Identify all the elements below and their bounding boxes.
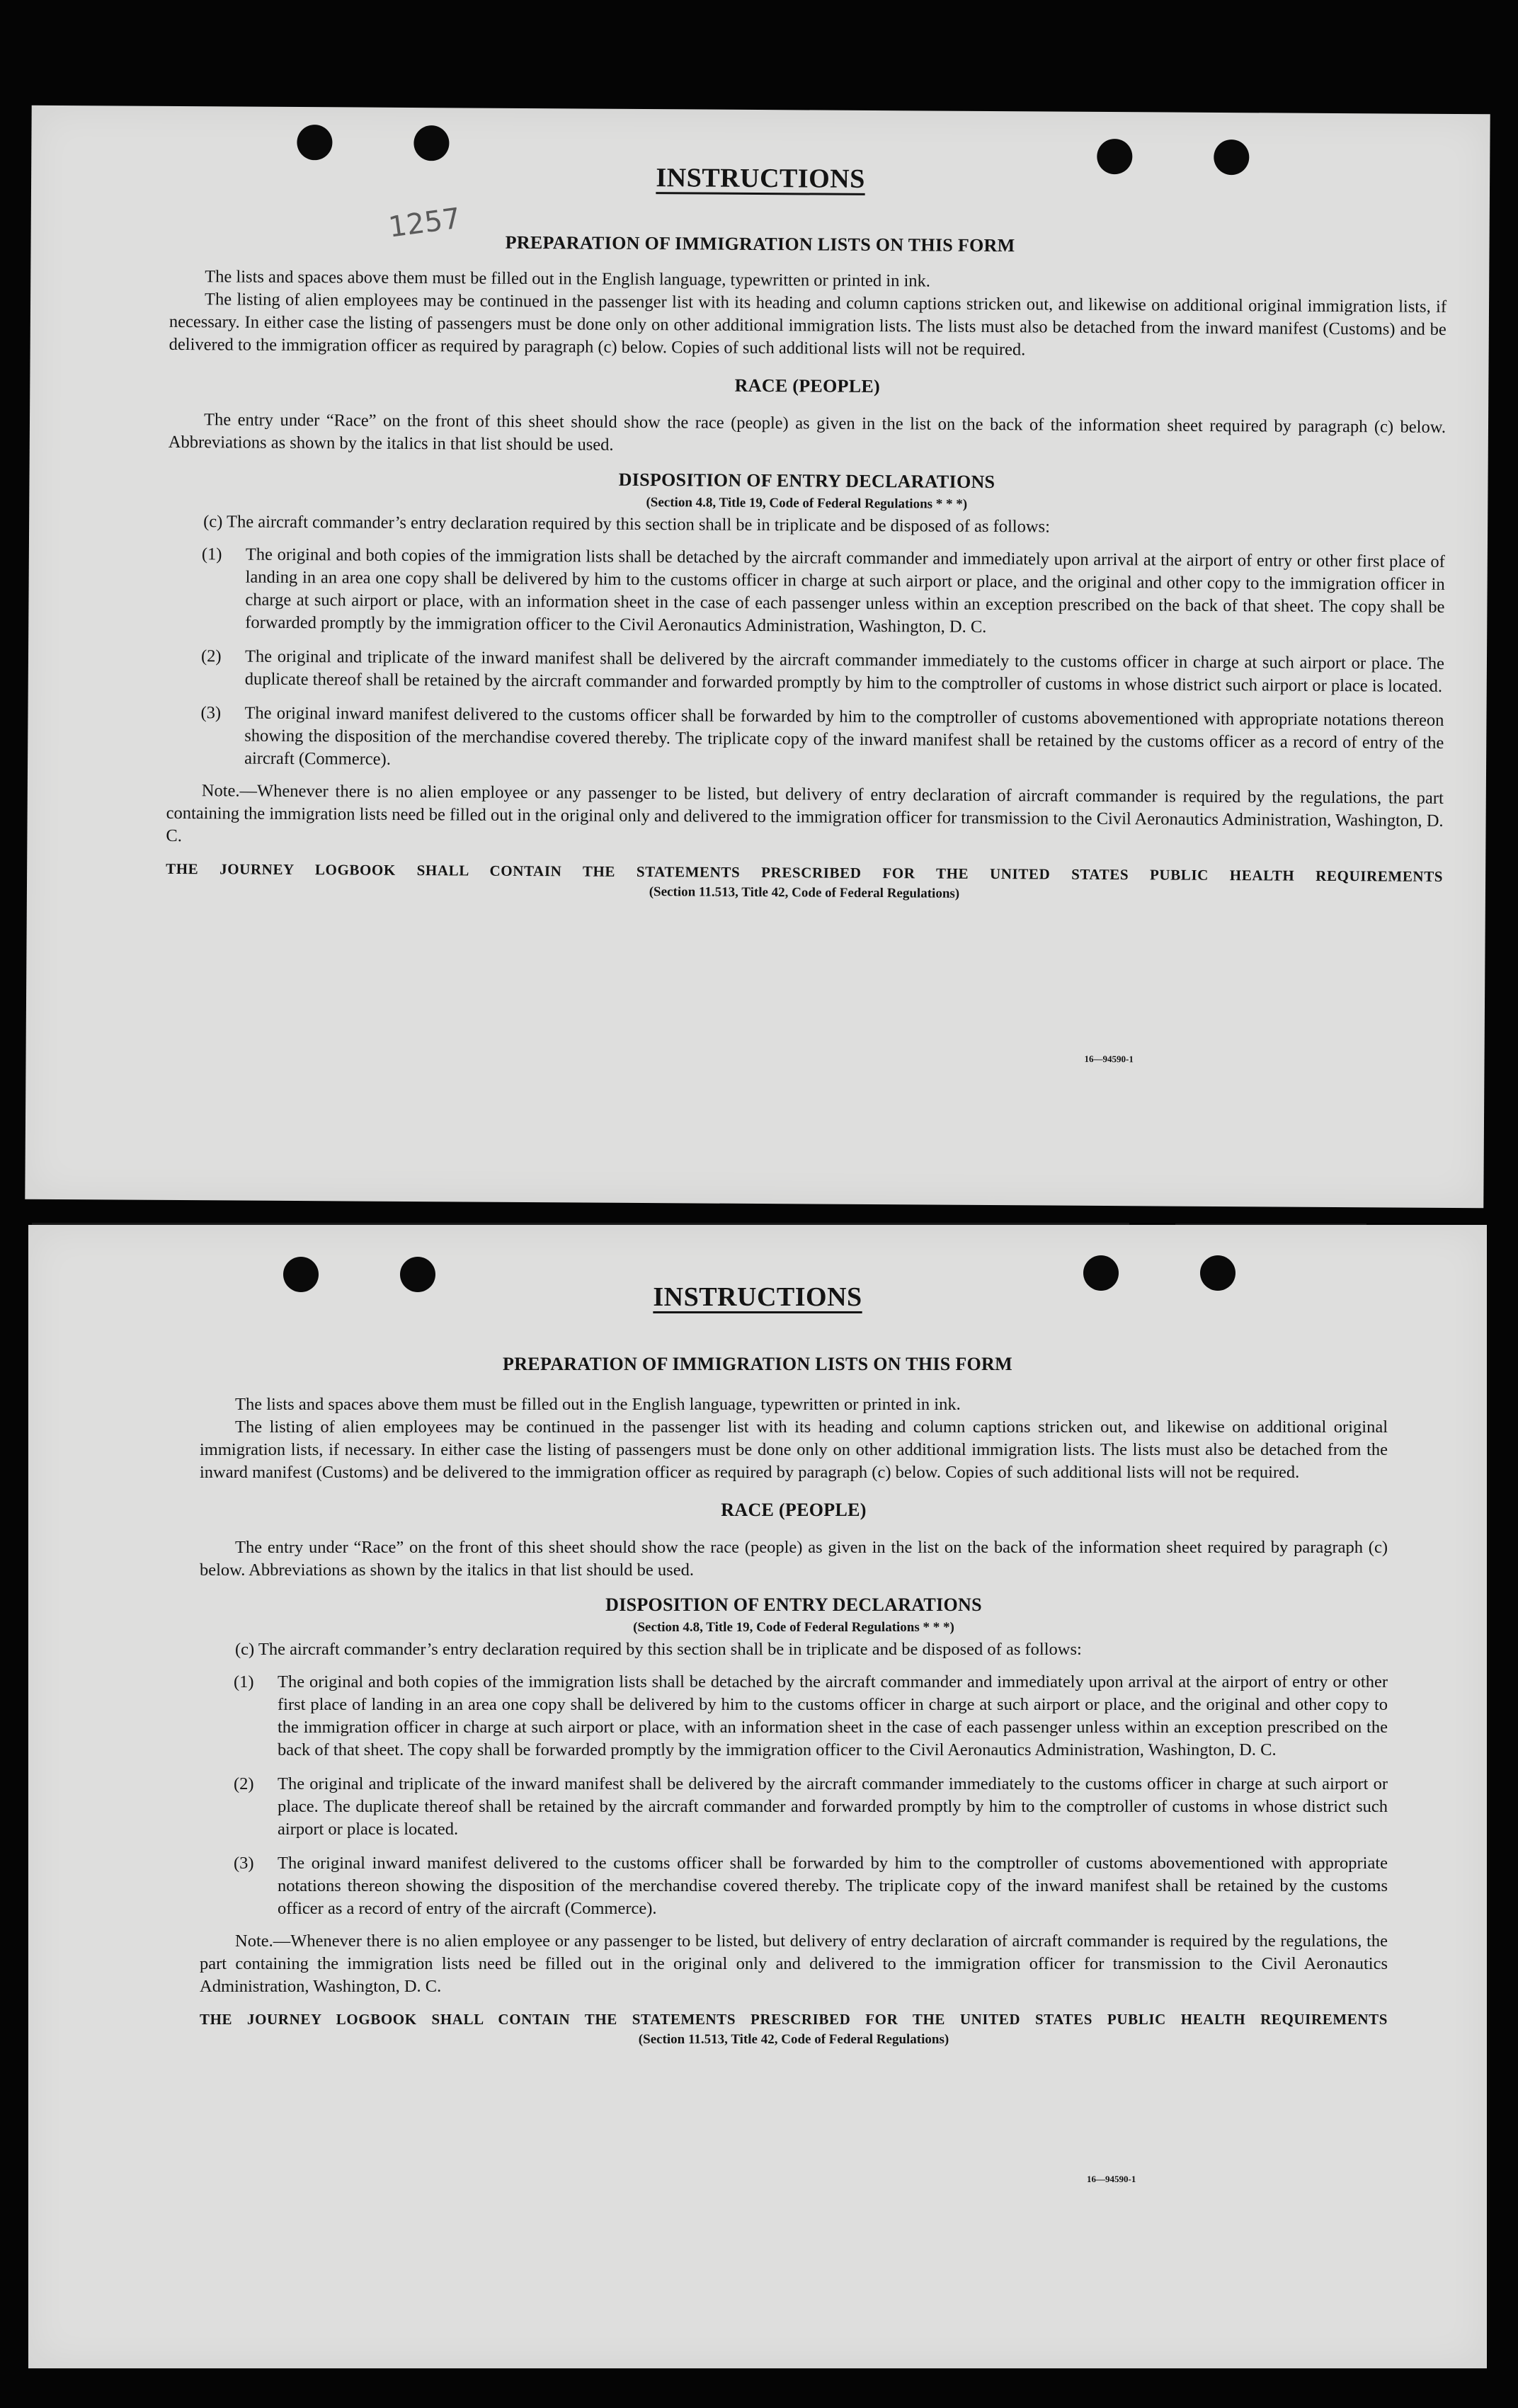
item-number: (1) [234,1672,254,1691]
form-number: 16—94590-1 [1087,2174,1136,2184]
page-title: INSTRUCTIONS [653,1282,862,1312]
note-paragraph: Note.—Whenever there is no alien employee or any passenger to be listed, but delivery of entry declaration of aircraft commander is required by the regulations, the part containing the immigration lists need be filled out in the original only and delivered to the immigration officer for transmission to the Civil Aeronautics Administration, Washington, D. C. [200,1931,1388,1996]
item-number: (2) [200,646,222,666]
section-heading-race: RACE (PEOPLE) [734,375,881,397]
logbook-requirement: THE JOURNEY LOGBOOK SHALL CONTAIN THE STATEMENTS PRESCRIBED FOR THE UNITED STATES PUBLIC HEALTH REQUIREMENTS [166,860,1444,885]
note-paragraph: Note.—Whenever there is no alien employee or any passenger to be listed, but delivery of entry declaration of aircraft commander is required by the regulations, the part containing the immigration lists need be filled out in the original only and delivered to the immigration officer for transmission to the Civil Aeronautics Administration, Washington, D. C. [166,781,1444,846]
item-text: The original and both copies of the immigration lists shall be detached by the aircraft commander and immediately upon arrival at the airport of entry or other first place of landing in an area one copy shall be delivered by him to the customs officer in charge at such airport or place, and the original and other copy to the immigration officer in charge at such airport or place, with an information sheet in the case of each passenger unless within an exception prescribed on the back of that sheet. The copy shall be forwarded promptly by the immigration officer to the Civil Aeronautics Administration, Washington, D. C. [278,1672,1388,1759]
punch-hole [413,125,449,161]
item-number: (3) [200,703,222,723]
section-heading-disposition: DISPOSITION OF ENTRY DECLARATIONS [605,1594,982,1615]
instruction-sheet-bottom [28,1225,1487,2368]
item-number: (1) [201,544,222,564]
item-number: (2) [234,1774,254,1793]
section-heading-disposition: DISPOSITION OF ENTRY DECLARATIONS [618,469,995,493]
paragraph-race: The entry under “Race” on the front of this sheet should show the race (people) as given in the list on the back of the information sheet required by paragraph (c) below. Abbreviations as shown by the italics in that list should be used. [200,1538,1388,1580]
instruction-sheet-top [25,105,1490,1209]
item-text: The original inward manifest delivered to the customs officer shall be forwarded by him to the comptroller of customs abovementioned with appropriate notations thereon showing the disposition of the merchandise covered thereby. The triplicate copy of the inward manifest shall be retained by the customs officer as a record of entry of the aircraft (Commerce). [278,1854,1388,1918]
section-heading-preparation: PREPARATION OF IMMIGRATION LISTS ON THIS FORM [505,232,1015,256]
section-heading-race: RACE (PEOPLE) [721,1500,867,1520]
list-item [166,702,1444,777]
logbook-citation: (Section 11.513, Title 42, Code of Federal Regulations) [649,884,960,901]
regulation-citation: (Section 4.8, Title 19, Code of Federal Regulations * * *) [633,1620,954,1635]
list-item [200,1671,1388,1762]
regulation-citation: (Section 4.8, Title 19, Code of Federal Regulations * * *) [646,495,968,512]
paragraph-race: The entry under “Race” on the front of this sheet should show the race (people) as given in the list on the back of the information sheet required by paragraph (c) below. Abbreviations as shown by the italics in that list should be used. [168,410,1446,455]
paragraph-c: (c) The aircraft commander’s entry declaration required by this section shall be in triplicate and be disposed of as follows: [235,1640,1082,1659]
paragraph-alien-employees: The listing of alien employees may be continued in the passenger list with its heading and column captions stricken out, and likewise on additional original immigration lists, if necessary. In either case the listing of passengers must be done only on other additional immigration lists. The lists must also be detached from the inward manifest (Customs) and be delivered to the immigration officer as required by paragraph (c) below. Copies of such additional lists will not be required. [169,290,1447,360]
handwritten-note: 1257 [387,202,463,244]
logbook-citation: (Section 11.513, Title 42, Code of Federal Regulations) [638,2032,949,2047]
item-text: The original inward manifest delivered to the customs officer shall be forwarded by him to the comptroller of customs abovementioned with appropriate notations thereon showing the disposition of the merchandise covered thereby. The triplicate copy of the inward manifest shall be retained by the customs officer as a record of entry of the aircraft (Commerce). [244,703,1444,769]
section-heading-preparation: PREPARATION OF IMMIGRATION LISTS ON THIS FORM [503,1354,1012,1374]
logbook-requirement: THE JOURNEY LOGBOOK SHALL CONTAIN THE STATEMENTS PRESCRIBED FOR THE UNITED STATES PUBLIC HEALTH REQUIREMENTS [200,2011,1388,2028]
list-item [200,1773,1388,1841]
item-text: The original and both copies of the immigration lists shall be detached by the aircraft commander and immediately upon arrival at the airport of entry or other first place of landing in an area one copy shall be delivered by him to the customs officer in charge at such airport or place, and the original and other copy to the immigration officer in charge at such airport or place, with an information sheet in the case of each passenger unless within an exception prescribed on the back of that sheet. The copy shall be forwarded promptly by the immigration officer to the Civil Aeronautics Administration, Washington, D. C. [245,544,1445,637]
page-title: INSTRUCTIONS [656,163,865,194]
list-item [167,543,1445,641]
punch-hole [297,125,332,160]
paragraph-c: (c) The aircraft commander’s entry declaration required by this section shall be in triplicate and be disposed of as follows: [203,512,1051,537]
item-text: The original and triplicate of the inward manifest shall be delivered by the aircraft commander immediately to the customs officer in charge at such airport or place. The duplicate thereof shall be retained by the aircraft commander and forwarded promptly by him to the comptroller of customs in whose district such airport or place is located. [244,646,1445,696]
paragraph-lists: The lists and spaces above them must be filled out in the English language, typewritten or printed in ink. [205,267,931,291]
list-item [167,645,1444,698]
paragraph-lists: The lists and spaces above them must be filled out in the English language, typewritten or printed in ink. [235,1395,961,1414]
item-text: The original and triplicate of the inward manifest shall be delivered by the aircraft commander immediately to the customs officer in charge at such airport or place. The duplicate thereof shall be retained by the aircraft commander and forwarded promptly by him to the comptroller of customs in whose district such airport or place is located. [278,1774,1388,1839]
list-item [200,1852,1388,1920]
form-number: 16—94590-1 [1084,1053,1134,1065]
item-number: (3) [234,1854,254,1873]
paragraph-alien-employees: The listing of alien employees may be continued in the passenger list with its heading and column captions stricken out, and likewise on additional original immigration lists, if necessary. In either case the listing of passengers must be done only on other additional immigration lists. The lists must also be detached from the inward manifest (Customs) and be delivered to the immigration officer as required by paragraph (c) below. Copies of such additional lists will not be required. [200,1417,1388,1482]
